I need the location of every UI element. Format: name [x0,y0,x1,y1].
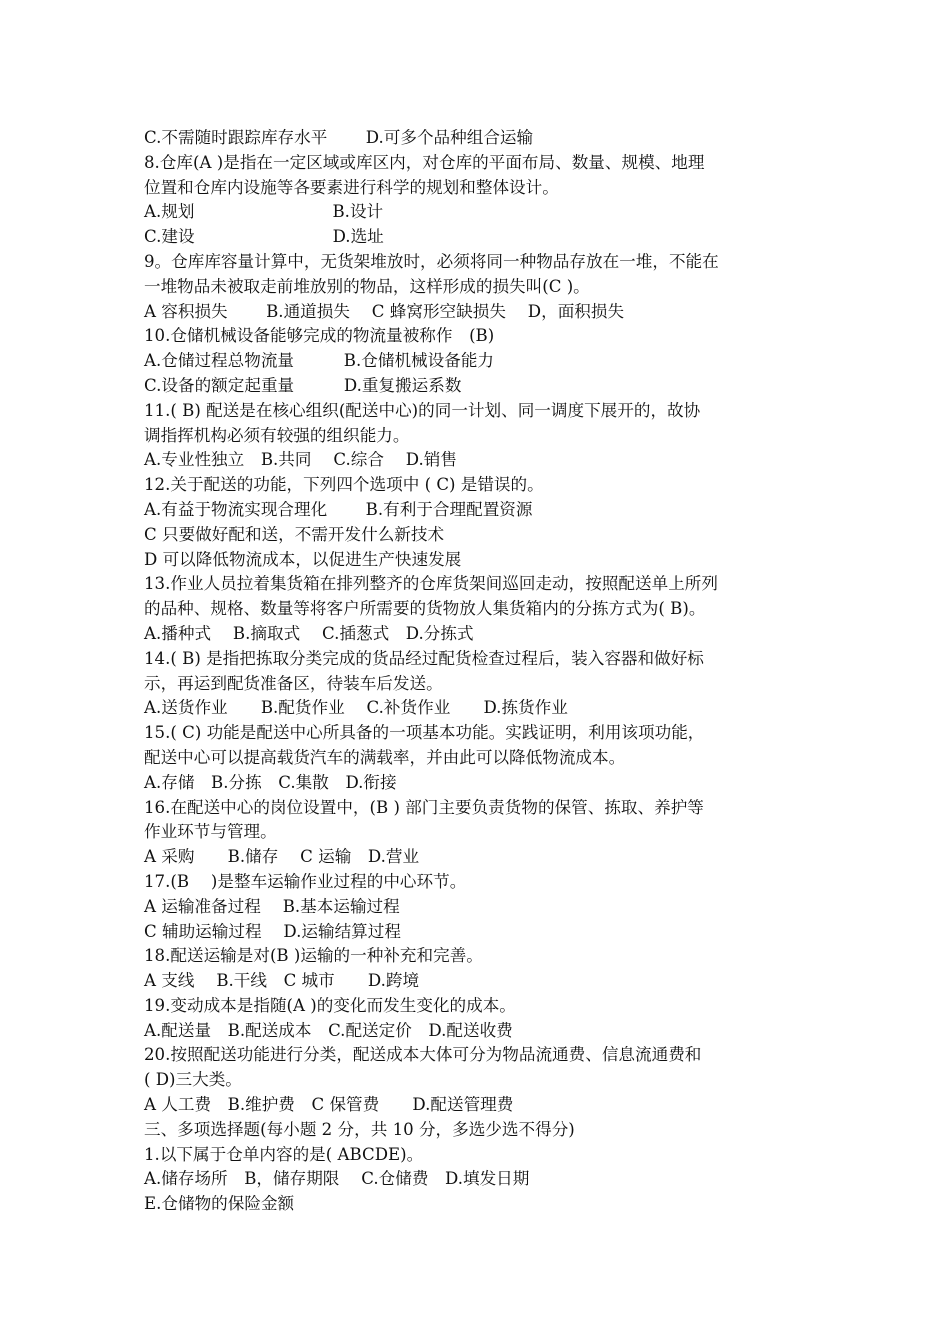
multi-question-1-option-e: E.仓储物的保险金额 [144,1194,295,1214]
question-13-line-1: 13.作业人员拉着集货箱在排列整齐的仓库货架间巡回走动，按照配送单上所列 [144,574,718,594]
multi-question-1: 1.以下属于仓单内容的是( ABCDE)。 [144,1144,424,1164]
question-8-options-ab: A.规划 B.设计 [144,202,384,222]
question-9-line-2: 一堆物品未被取走前堆放别的物品，这样形成的损失叫(C )。 [144,276,590,296]
question-14-options: A.送货作业 B.配货作业 C.补货作业 D.拣货作业 [144,698,568,718]
question-11-options: A.专业性独立 B.共同 C.综合 D.销售 [144,450,457,470]
question-8-line-2: 位置和仓库内设施等各要素进行科学的规划和整体设计。 [144,177,559,197]
question-15-options: A.存储 B.分拣 C.集散 D.衔接 [144,772,397,792]
question-8-line-1: 8.仓库(A )是指在一定区域或库区内，对仓库的平面布局、数量、规模、地理 [144,152,705,172]
question-13-line-2: 的品种、规格、数量等将客户所需要的货物放人集货箱内的分拣方式为( B)。 [144,599,706,619]
question-16-options: A 采购 B.储存 C 运输 D.营业 [144,847,420,867]
question-18: 18.配送运输是对(B )运输的一种补充和完善。 [144,946,483,966]
multi-question-1-options: A.储存场所 B，储存期限 C.仓储费 D.填发日期 [144,1169,530,1189]
question-14-line-2: 示，再运到配货准备区，待装车后发送。 [144,673,443,693]
question-9-options: A 容积损失 B.通道损失 C 蜂窝形空缺损失 D，面积损失 [144,301,625,321]
question-11-line-2: 调指挥机构必须有较强的组织能力。 [144,425,410,445]
question-17-options-cd: C 辅助运输过程 D.运输结算过程 [144,921,401,941]
question-13-options: A.播种式 B.摘取式 C.插葱式 D.分拣式 [144,623,474,643]
question-10-options-ab: A.仓储过程总物流量 B.仓储机械设备能力 [144,351,495,371]
question-18-options: A 支线 B.干线 C 城市 D.跨境 [144,971,420,991]
question-12-options-ab: A.有益于物流实现合理化 B.有利于合理配置资源 [144,499,533,519]
question-text-block [144,126,824,1217]
question-12: 12.关于配送的功能，下列四个选项中 ( C) 是错误的。 [144,475,544,495]
question-15-line-1: 15.( C) 功能是配送中心所具备的一项基本功能。实践证明，利用该项功能， [144,723,705,743]
question-19-options: A.配送量 B.配送成本 C.配送定价 D.配送收费 [144,1020,513,1040]
question-17: 17.(B )是整车运输作业过程的中心环节。 [144,871,467,891]
section-3-heading: 三、多项选择题(每小题 2 分，共 10 分，多选少选不得分) [144,1119,575,1139]
question-20-options: A 人工费 B.维护费 C 保管费 D.配送管理费 [144,1095,514,1115]
question-19: 19.变动成本是指随(A )的变化而发生变化的成本。 [144,995,516,1015]
question-12-option-c: C 只要做好配和送，不需开发什么新技术 [144,524,445,544]
question-14-line-1: 14.( B) 是指把拣取分类完成的货品经过配货检查过程后，装入容器和做好标 [144,648,704,668]
question-10: 10.仓储机械设备能够完成的物流量被称作 (B) [144,326,495,346]
question-17-options-ab: A 运输准备过程 B.基本运输过程 [144,896,400,916]
question-9-line-1: 9。仓库库容量计算中，无货架堆放时，必须将同一种物品存放在一堆，不能在 [144,251,719,271]
question-16-line-2: 作业环节与管理。 [144,822,277,842]
question-10-options-cd: C.设备的额定起重量 D.重复搬运系数 [144,375,462,395]
question-20-line-2: ( D)三大类。 [144,1070,242,1090]
text-line-1: C.不需随时跟踪库存水平 D.可多个品种组合运输 [144,128,534,147]
question-15-line-2: 配送中心可以提高载货汽车的满载率，并由此可以降低物流成本。 [144,747,626,767]
question-11-line-1: 11.( B) 配送是在核心组织(配送中心)的同一计划、同一调度下展开的，故协 [144,400,701,420]
question-12-option-d: D 可以降低物流成本，以促进生产快速发展 [144,549,462,569]
question-20-line-1: 20.按照配送功能进行分类，配送成本大体可分为物品流通费、信息流通费和 [144,1045,702,1065]
question-8-options-cd: C.建设 D.选址 [144,227,384,247]
question-16-line-1: 16.在配送中心的岗位设置中，(B ) 部门主要负责货物的保管、拣取、养护等 [144,797,704,817]
